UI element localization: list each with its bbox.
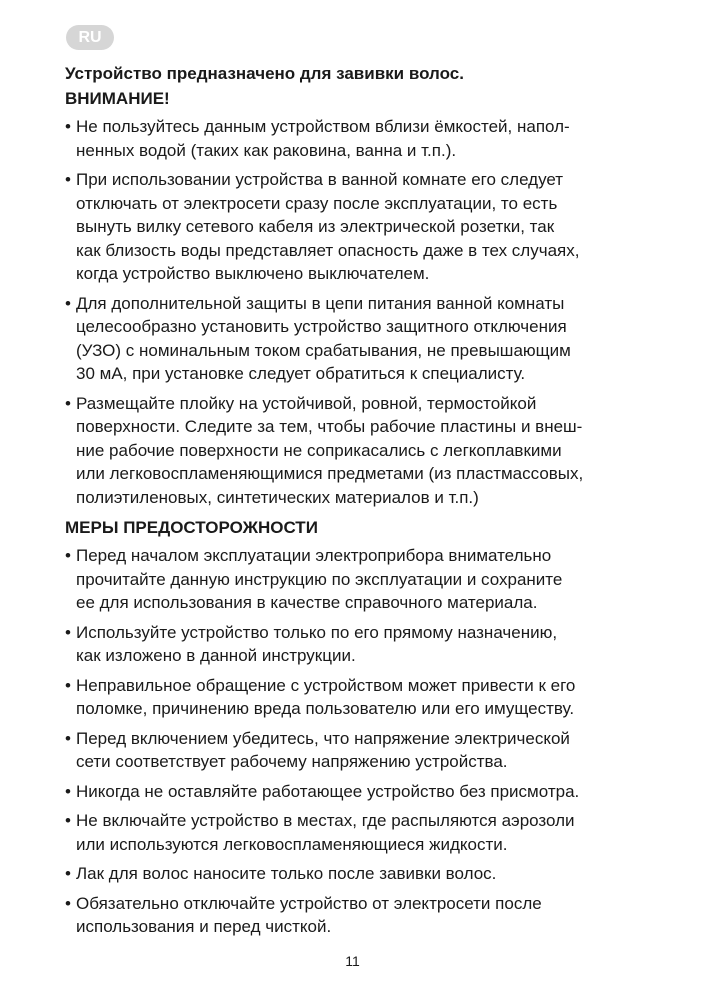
list-item-line: целесообразно установить устройство защитного отключения — [76, 317, 567, 336]
warning-heading: ВНИМАНИЕ! — [65, 89, 170, 108]
list-item — [65, 544, 645, 615]
list-item-line: • Никогда не оставляйте работающее устройство без присмотра. — [76, 781, 580, 801]
document-body — [65, 61, 645, 945]
warning-list — [65, 115, 645, 509]
list-item-line: • Обязательно отключайте устройство от электросети после — [76, 893, 542, 913]
list-item-line: прочитайте данную инструкцию по эксплуатации и сохраните — [76, 569, 563, 589]
list-item-line: или используются легковоспламеняющиеся жидкости. — [76, 834, 508, 854]
list-item — [65, 392, 645, 510]
list-item-line: • Не пользуйтесь данным устройством вблизи ёмкостей, напол- — [76, 117, 570, 136]
list-item-line: • При использовании устройства в ванной комнате его следует — [76, 170, 564, 189]
list-item-line: полиэтиленовых, синтетических материалов и т.п.) — [76, 487, 479, 507]
list-item-line: • Перед началом эксплуатации электроприбора внимательно — [76, 546, 552, 565]
list-item — [65, 674, 645, 721]
list-item-line: • Не включайте устройство в местах, где распыляются аэрозоли — [76, 811, 575, 830]
list-item-line: отключать от электросети сразу после эксплуатации, то есть — [76, 193, 558, 213]
list-item-line: • Перед включением убедитесь, что напряжение электрической — [76, 728, 570, 748]
list-item — [65, 809, 645, 856]
list-item-line: • Неправильное обращение с устройством может привести к его — [76, 675, 576, 695]
list-item-line: как изложено в данной инструкции. — [76, 646, 356, 665]
list-item-line: • Лак для волос наносите только после завивки волос. — [76, 864, 497, 883]
list-item-line: когда устройство выключено выключателем. — [76, 264, 430, 283]
list-item — [65, 862, 645, 886]
page-number: 11 — [345, 953, 360, 969]
language-badge: RU — [66, 25, 114, 50]
list-item — [65, 727, 645, 774]
list-item — [65, 168, 645, 286]
list-item-line: поверхности. Следите за тем, чтобы рабочие пластины и внеш- — [76, 417, 583, 436]
intro-text: Устройство предназначено для завивки волос. — [65, 64, 464, 83]
list-item-line: ние рабочие поверхности не соприкасались с легкоплавкими — [76, 440, 562, 460]
list-item-line: или легковоспламеняющимися предметами (из пластмассовых, — [76, 464, 584, 483]
list-item-line: поломке, причинению вреда пользователю или его имуществу. — [76, 699, 575, 718]
list-item-line: • Используйте устройство только по его прямому назначению, — [76, 622, 558, 642]
list-item-line: как близость воды представляет опасность даже в тех случаях, — [76, 240, 580, 260]
list-item-line: использования и перед чисткой. — [76, 917, 332, 936]
list-item — [65, 292, 645, 386]
list-item — [65, 780, 645, 804]
precautions-list — [65, 544, 645, 939]
list-item — [65, 892, 645, 939]
list-item-line: (УЗО) с номинальным током срабатывания, не превышающим — [76, 340, 571, 360]
list-item-line: ненных водой (таких как раковина, ванна и т.п.). — [76, 140, 457, 160]
list-item-line: вынуть вилку сетевого кабеля из электрической розетки, так — [76, 217, 555, 236]
list-item — [65, 115, 645, 162]
precautions-heading: МЕРЫ ПРЕДОСТОРОЖНОСТИ — [65, 518, 318, 537]
list-item-line: • Для дополнительной защиты в цепи питания ванной комнаты — [76, 293, 565, 313]
list-item-line: сети соответствует рабочему напряжению устройства. — [76, 752, 508, 771]
list-item-line: ее для использования в качестве справочного материала. — [76, 593, 538, 612]
list-item-line: • Размещайте плойку на устойчивой, ровной, термостойкой — [76, 393, 537, 413]
list-item-line: 30 мА, при установке следует обратиться к специалисту. — [76, 364, 526, 383]
list-item — [65, 621, 645, 668]
